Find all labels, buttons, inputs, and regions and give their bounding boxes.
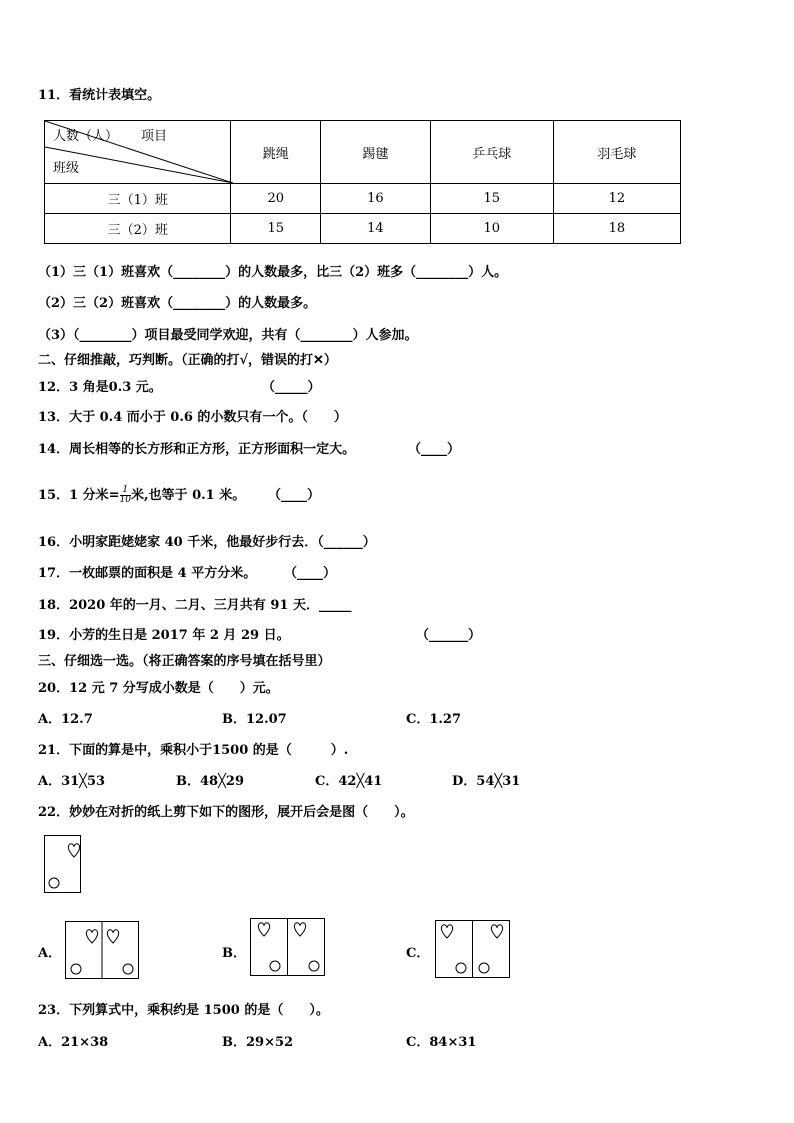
q20-option-c: C．1.27 [406,712,462,727]
q12-blank: （_____） [262,380,321,395]
q20-option-a: A．12.7 [38,712,93,727]
fraction-numerator: 1 [120,486,131,496]
q11-title: 11．看统计表填空。 [38,88,161,103]
fraction-denominator: 10 [119,495,132,505]
q11-sub2: （2）三（2）班喜欢（________）的人数最多。 [38,296,317,311]
table-cell: 15 [231,214,321,244]
stats-table [44,120,681,244]
option-a-figure [65,921,141,981]
q13-text: 13．大于 0.4 而小于 0.6 的小数只有一个。（ ） [38,410,347,425]
header-cell: 乒乓球 [430,121,553,184]
q19-text: 19．小芳的生日是 2017 年 2 月 29 日。 [38,628,290,643]
table-cell: 20 [231,184,321,214]
table-row [45,184,681,214]
q17-text: 17．一枚邮票的面积是 4 平方分米。 [38,566,257,581]
q15-suffix: 米,也等于 0.1 米。 [131,488,246,503]
option-b-figure [250,918,328,978]
q19-blank: （______） [416,628,482,643]
q11-sub3: （3）（________）项目最受同学欢迎，共有（________）人参加。 [38,328,418,343]
corner-label-item: 项目 [141,129,168,144]
q23-option-c: C．84×31 [406,1035,477,1050]
section2-heading: 二、仔细推敲，巧判断。（正确的打√，错误的打✕） [38,353,337,368]
header-cell: 羽毛球 [553,121,680,184]
table-cell: 10 [430,214,553,244]
q22-option-c: C． [406,946,430,961]
q22-text: 22．妙妙在对折的纸上剪下如下的图形，展开后会是图（ ）。 [38,805,414,820]
table-cell: 12 [553,184,680,214]
q23-option-a: A．21×38 [38,1035,109,1050]
q18-text: 18．2020 年的一月、二月、三月共有 91 天．_____ [38,598,352,613]
q20-text: 20．12 元 7 分写成小数是（ ）元。 [38,681,279,696]
q23-text: 23．下列算式中，乘积约是 1500 的是（ ）。 [38,1003,329,1018]
table-row [45,214,681,244]
q14-text: 14．周长相等的长方形和正方形，正方形面积一定大。 [38,442,356,457]
q16-text: 16．小明家距姥姥家 40 千米，他最好步行去．（______） [38,535,376,550]
folded-paper-figure [44,835,84,895]
q21-option-c: C．42╳41 [315,774,383,789]
q15-fraction [120,486,131,505]
corner-label-class: 班级 [53,161,80,176]
q14-blank: （____） [408,442,461,457]
q21-option-b: B．48╳29 [176,774,244,789]
table-cell: 18 [553,214,680,244]
q23-option-b: B．29×52 [222,1035,294,1050]
table-cell: 16 [321,184,430,214]
q21-text: 21．下面的算是中，乘积小于1500 的是（ ）. [38,743,349,758]
q17-blank: （____） [284,566,337,581]
table-corner-cell [45,121,231,184]
corner-label-people: 人数（人） [53,129,119,144]
q11-sub1: （1）三（1）班喜欢（________）的人数最多，比三（2）班多（________）人。 [38,265,508,280]
section3-heading: 三、仔细选一选。（将正确答案的序号填在括号里） [38,654,331,669]
row-label: 三（1）班 [45,184,231,214]
q21-option-d: D．54╳31 [452,774,521,789]
table-cell: 14 [321,214,430,244]
option-c-figure [435,920,513,980]
q22-option-b: B． [222,946,246,961]
q22-option-a: A． [38,946,62,961]
q15-text [38,484,245,505]
table-cell: 15 [430,184,553,214]
q20-option-b: B．12.07 [222,712,287,727]
header-cell: 跳绳 [231,121,321,184]
row-label: 三（2）班 [45,214,231,244]
q21-option-a: A．31╳53 [38,774,106,789]
q15-blank: （____） [268,488,321,503]
q15-prefix: 15．1 分米= [38,488,120,503]
header-cell: 踢毽 [321,121,430,184]
q12-text: 12．3 角是0.3 元。 [38,380,162,395]
